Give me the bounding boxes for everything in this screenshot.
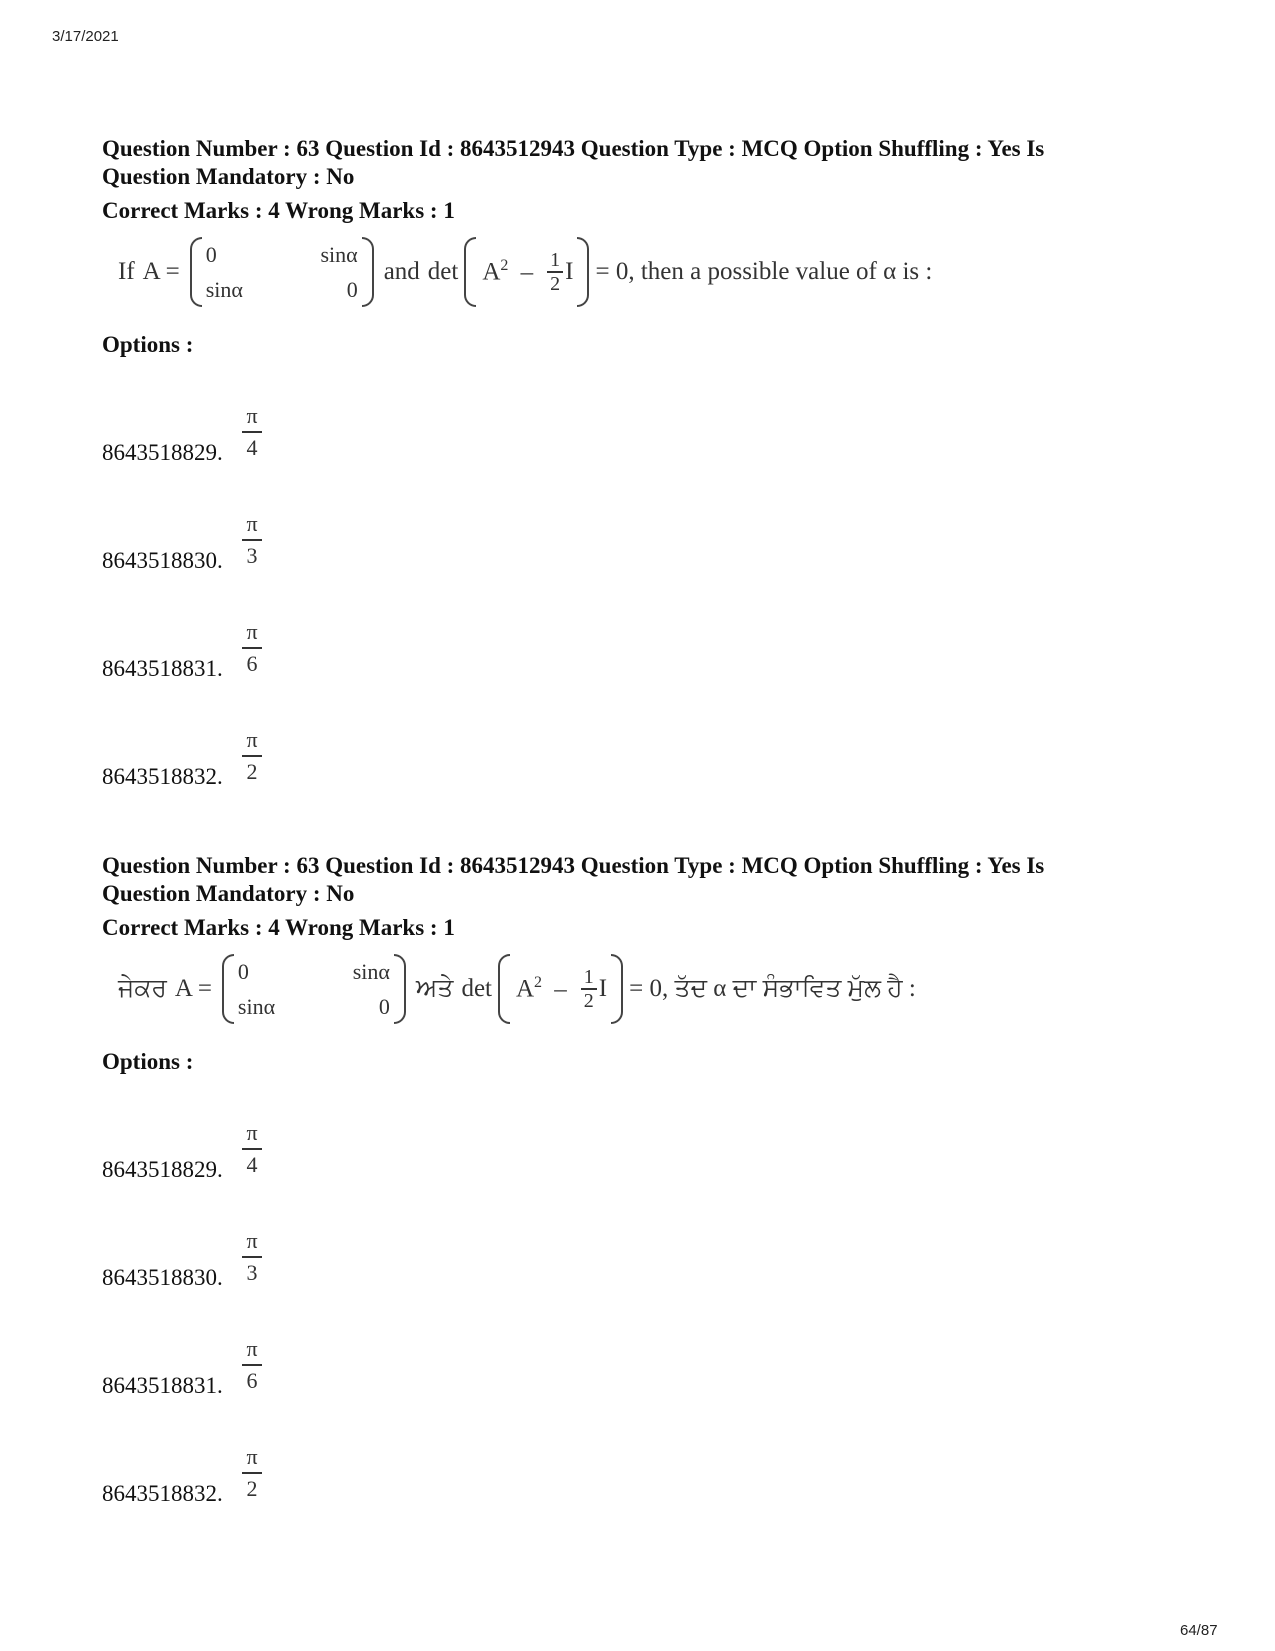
- question-prefix: If: [118, 258, 135, 285]
- question-text: [102, 233, 1202, 311]
- option-fraction: [242, 511, 262, 569]
- left-paren: [190, 237, 202, 307]
- option-id: 8643518832.: [102, 764, 223, 789]
- question-text: [102, 950, 1202, 1028]
- question-suffix: = 0, then a possible value of α is :: [595, 258, 933, 285]
- fraction-denominator: 6: [246, 651, 258, 676]
- matrix-cell: sinα: [237, 993, 276, 1019]
- right-paren: [611, 954, 623, 1024]
- option-item: [102, 1076, 1202, 1184]
- matrix-cell: 0: [346, 276, 358, 302]
- matrix-cell: 0: [205, 241, 217, 267]
- det-expression: [498, 954, 623, 1024]
- question-meta-line: Question Number : 63 Question Id : 8643512943 Question Type : MCQ Option Shuffling : Yes Is: [102, 136, 1045, 161]
- fraction-numerator: π: [246, 403, 258, 428]
- print-date: 3/17/2021: [52, 28, 119, 45]
- question-block-english: [102, 135, 1202, 791]
- identity-matrix: I: [565, 258, 574, 285]
- option-item: [102, 1184, 1202, 1292]
- question-marks-line: Correct Marks : 4 Wrong Marks : 1: [102, 915, 455, 940]
- option-fraction: [242, 619, 262, 677]
- fraction-denominator: 2: [246, 1476, 258, 1501]
- matrix-cell: sinα: [352, 958, 390, 984]
- matrix-cell: sinα: [320, 241, 358, 267]
- fraction-numerator: π: [246, 619, 258, 644]
- option-id: 8643518829.: [102, 440, 223, 465]
- matrix-cell: 0: [237, 958, 249, 984]
- matrix-cell: sinα: [205, 276, 243, 302]
- matrix-label: A =: [174, 975, 212, 1002]
- option-fraction: [242, 727, 262, 785]
- a-squared: A: [482, 258, 501, 286]
- fraction-denominator: 3: [246, 543, 258, 568]
- minus-sign: –: [520, 258, 534, 286]
- option-fraction: [242, 1120, 262, 1178]
- right-paren: [577, 237, 589, 307]
- det-expression: [464, 237, 589, 307]
- fraction-denominator: 4: [246, 1152, 258, 1177]
- matrix-label: A =: [142, 258, 180, 285]
- option-item: [102, 683, 1202, 791]
- question-marks-line: Correct Marks : 4 Wrong Marks : 1: [102, 198, 455, 223]
- fraction-numerator: π: [246, 727, 258, 752]
- question-block-punjabi: [102, 852, 1202, 1508]
- option-fraction: [242, 403, 262, 461]
- option-fraction: [242, 1336, 262, 1394]
- option-id: 8643518829.: [102, 1157, 223, 1182]
- question-prefix: ਜੇਕਰ: [118, 975, 167, 1002]
- option-item: [102, 1400, 1202, 1508]
- exponent: 2: [534, 974, 543, 992]
- question-mandatory-line: Question Mandatory : No: [102, 164, 355, 189]
- fraction-denominator: 6: [246, 1368, 258, 1393]
- option-id: 8643518830.: [102, 548, 223, 573]
- fraction-denominator: 3: [246, 1260, 258, 1285]
- option-id: 8643518831.: [102, 1373, 223, 1398]
- det-label: det: [461, 975, 492, 1002]
- right-paren: [362, 237, 374, 307]
- left-paren: [222, 954, 234, 1024]
- connector-word: ਅਤੇ: [415, 975, 454, 1002]
- connector-word: and: [383, 258, 420, 285]
- option-id: 8643518832.: [102, 1481, 223, 1506]
- left-paren: [498, 954, 510, 1024]
- option-item: [102, 575, 1202, 683]
- fraction-numerator: π: [246, 1120, 258, 1145]
- option-item: [102, 359, 1202, 467]
- option-id: 8643518831.: [102, 656, 223, 681]
- matrix-a: [190, 237, 374, 307]
- option-fraction: [242, 1444, 262, 1502]
- question-suffix: = 0, ਤੱਦ α ਦਾ ਸੰਭਾਵਿਤ ਮੁੱਲ ਹੈ :: [629, 975, 916, 1002]
- half-fraction: [547, 249, 563, 295]
- minus-sign: –: [554, 975, 567, 1003]
- question-meta-line: Question Number : 63 Question Id : 8643512943 Question Type : MCQ Option Shuffling : Yes Is: [102, 853, 1045, 878]
- fraction-denominator: 4: [246, 435, 258, 460]
- matrix-a: [222, 954, 406, 1024]
- right-paren: [394, 954, 406, 1024]
- half-fraction: [581, 966, 597, 1012]
- fraction-denominator: 2: [550, 273, 561, 295]
- fraction-numerator: 1: [583, 966, 594, 988]
- fraction-numerator: π: [246, 1444, 258, 1469]
- option-id: 8643518830.: [102, 1265, 223, 1290]
- fraction-denominator: 2: [583, 990, 594, 1012]
- page-number: 64/87: [1180, 1622, 1218, 1639]
- a-squared: A: [515, 975, 535, 1003]
- fraction-denominator: 2: [246, 759, 258, 784]
- options-label: Options :: [102, 332, 194, 357]
- option-item: [102, 467, 1202, 575]
- option-fraction: [242, 1228, 262, 1286]
- identity-matrix: I: [598, 975, 608, 1002]
- fraction-numerator: π: [246, 511, 258, 536]
- question-mandatory-line: Question Mandatory : No: [102, 881, 355, 906]
- exponent: 2: [500, 257, 509, 275]
- matrix-cell: 0: [378, 993, 390, 1019]
- fraction-numerator: π: [246, 1336, 258, 1361]
- options-label: Options :: [102, 1049, 194, 1074]
- fraction-numerator: π: [246, 1228, 258, 1253]
- det-label: det: [427, 258, 459, 285]
- left-paren: [464, 237, 476, 307]
- fraction-numerator: 1: [550, 249, 561, 271]
- option-item: [102, 1292, 1202, 1400]
